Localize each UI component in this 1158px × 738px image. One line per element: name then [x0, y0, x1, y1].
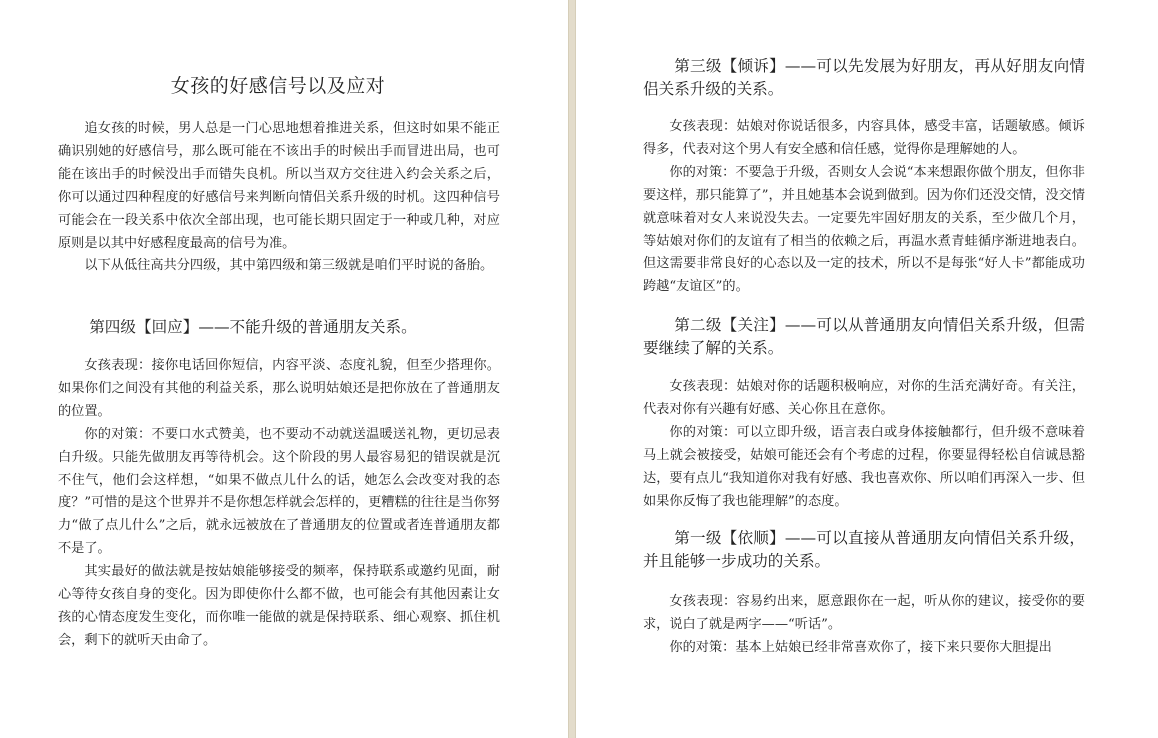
page-gutter: [568, 0, 576, 738]
level3-heading: 第三级【倾诉】——可以先发展为好朋友，再从好朋友向情侣关系升级的关系。: [643, 57, 1085, 98]
level1-body: [643, 591, 1085, 660]
level2-your-strategy: 你的对策：可以立即升级，语言表白或身体接触都行，但升级不意味着马上就会被接受，姑娘可能还会有个考虑的过程，你要显得轻松自信诚恳豁达，要有点儿“我知道你对我有好感、我也喜欢你、所以咱们再深入一步、但如果你反悔了我也能理解”的态度。: [643, 424, 1085, 509]
level4-your-strategy: 你的对策：不要口水式赞美，也不要动不动就送温暖送礼物，更切忌表白升级。只能先做朋友再等待机会。这个阶段的男人最容易犯的错误就是沉不住气，他们会这样想，“如果不做点儿什么的话，她怎么会改变对我的态度？”可惜的是这个世界并不是你想怎样就会怎样的，更糟糕的往往是当你努力“做了点儿什么”之后，就永远被放在了普通朋友的位置或者连普通朋友都不是了。: [58, 426, 500, 557]
level4-best-approach: 其实最好的做法就是按姑娘能够接受的频率，保持联系或邀约见面，耐心等待女孩自身的变化。因为即使你什么都不做，也可能会有其他因素让女孩的心情态度发生变化，而你唯一能做的就是保持联系、细心观察、抓住机会，剩下的就听天由命了。: [58, 564, 500, 648]
level2-section: [643, 314, 1085, 360]
level4-section: [58, 316, 500, 339]
level2-body: [643, 376, 1085, 513]
level1-heading: 第一级【依顺】——可以直接从普通朋友向情侣关系升级，并且能够一步成功的关系。: [643, 529, 1085, 570]
level4-heading: 第四级【回应】——不能升级的普通朋友关系。: [89, 318, 417, 336]
level4-girl-behavior: 女孩表现：接你电话回你短信，内容平淡、态度礼貌，但至少搭理你。如果你们之间没有其他的利益关系，那么说明姑娘还是把你放在了普通朋友的位置。: [58, 358, 500, 419]
left-page: [0, 0, 568, 738]
level2-heading: 第二级【关注】——可以从普通朋友向情侣关系升级，但需要继续了解的关系。: [643, 316, 1085, 357]
level1-section: [643, 527, 1085, 573]
right-page: [576, 0, 1158, 738]
level2-girl-behavior: 女孩表现：姑娘对你的话题积极响应，对你的生活充满好奇。有关注，代表对你有兴趣有好感、关心你且在意你。: [643, 379, 1085, 417]
level4-body: [58, 355, 500, 653]
intro-paragraph: 追女孩的时候，男人总是一门心思地想着推进关系，但这时如果不能正确识别她的好感信号，那么既可能在不该出手的时候出手而冒进出局，也可能在该出手的时候没出手而错失良机。所以当双方交往进入约会关系之后，你可以通过四种程度的好感信号来判断向情侣关系升级的时机。这四种信号可能会在一段关系中依次全部出现，也可能长期只固定于一种或几种，对应原则是以其中好感程度最高的信号为准。: [58, 121, 500, 251]
level3-your-strategy: 你的对策：不要急于升级，否则女人会说“本来想跟你做个朋友，但你非要这样，那只能算了”，并且她基本会说到做到。因为你们还没交情，没交情就意味着对女人来说没失去。一定要先牢固好朋友的关系，至少做几个月，等姑娘对你们的友谊有了相当的依赖之后，再温水煮青蛙循序渐进地表白。但这需要非常良好的心态以及一定的技术，所以不是每张“好人卡”都能成功跨越“友谊区”的。: [643, 164, 1085, 295]
level1-girl-behavior: 女孩表现：容易约出来，愿意跟你在一起，听从你的建议，接受你的要求，说白了就是两字——“听话”。: [643, 594, 1085, 632]
level3-section: [643, 55, 1085, 101]
level1-your-strategy: 你的对策：基本上姑娘已经非常喜欢你了，接下来只要你大胆提出: [669, 639, 1052, 655]
level3-body: [643, 116, 1085, 299]
level3-girl-behavior: 女孩表现：姑娘对你说话很多，内容具体，感受丰富，话题敏感。倾诉得多，代表对这个男人有安全感和信任感，觉得你是理解她的人。: [643, 119, 1085, 157]
intro-section: [58, 118, 500, 278]
intro-paragraph: 以下从低往高共分四级，其中第四级和第三级就是咱们平时说的备胎。: [84, 258, 494, 274]
page-title: 女孩的好感信号以及应对: [170, 75, 386, 97]
